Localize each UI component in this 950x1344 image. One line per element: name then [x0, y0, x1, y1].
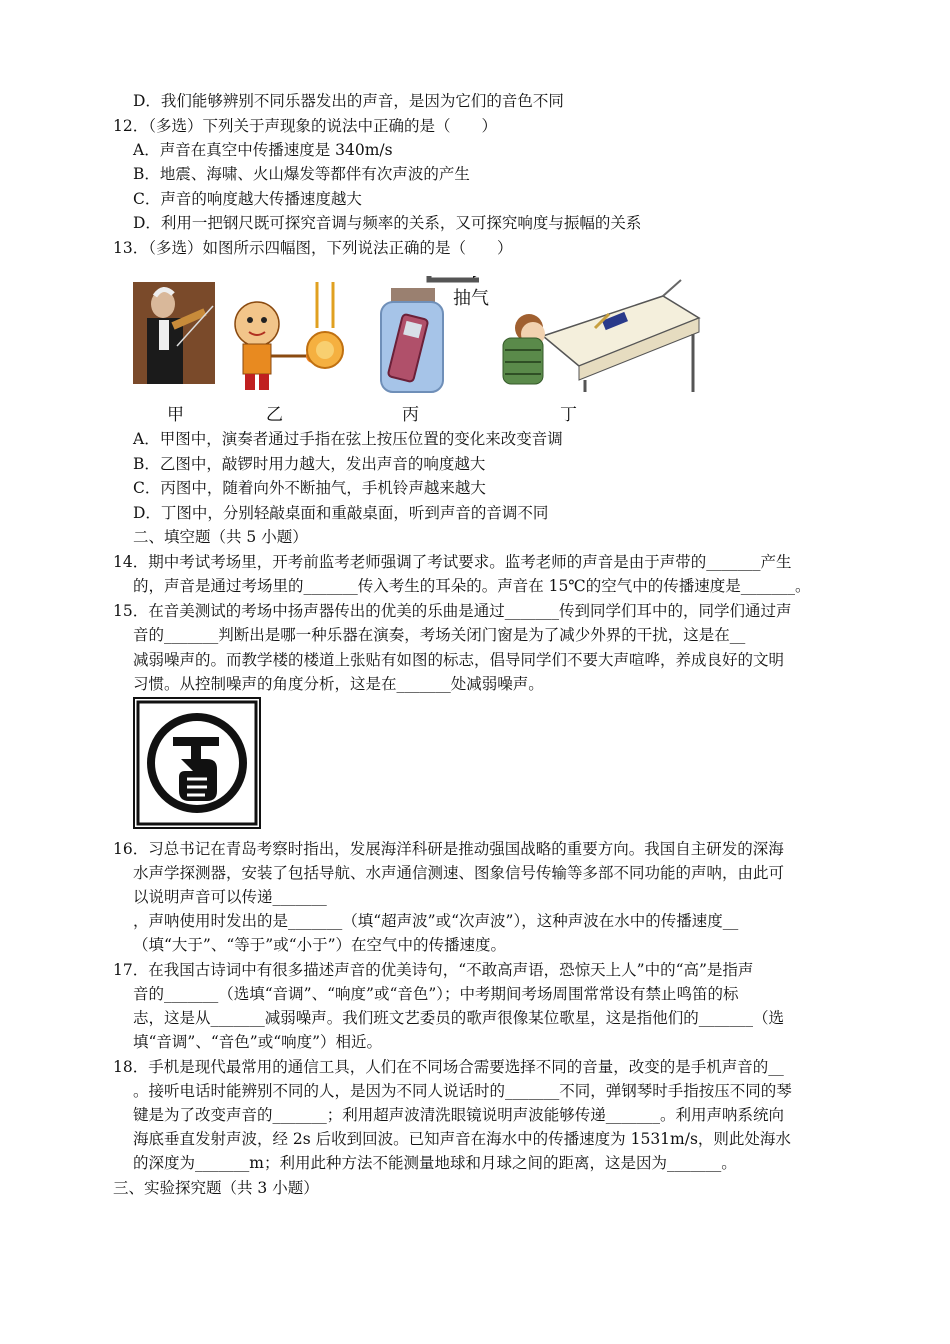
q16-line-4: ，声呐使用时发出的是_______（填“超声波”或“次声波”），这种声波在水中的传播速度__: [133, 912, 739, 930]
section-2-heading: 二、填空题（共 5 小题）: [133, 528, 308, 546]
q12-option-d: D．利用一把钢尺既可探究音调与频率的关系，又可探究响度与振幅的关系: [133, 214, 642, 232]
q17-line-4: 填“音调”、“音色”或“响度”）相近。: [133, 1033, 383, 1051]
q12-option-b: B．地震、海啸、火山爆发等都伴有次声波的产生: [133, 165, 470, 183]
bell-jar-image: [381, 276, 489, 392]
q13-option-c: C．丙图中，随着向外不断抽气，手机铃声越来越大: [133, 479, 486, 497]
q17-line-1: 17．在我国古诗词中有很多描述声音的优美诗句，“不敢高声语，恐惊天上人”中的“高”是指声: [113, 961, 754, 979]
q12-option-c: C．声音的响度越大传播速度越大: [133, 190, 362, 208]
q15-line-1: 15．在音美测试的考场中扬声器传出的优美的乐曲是通过_______传到同学们耳中的，同学们通过声: [113, 602, 792, 620]
q14-line-1: 14．期中考试考场里，开考前监考老师强调了考试要求。监考老师的声音是由于声带的_______产生: [113, 553, 792, 571]
q13-option-d: D．丁图中，分别轻敲桌面和重敲桌面，听到声音的音调不同: [133, 504, 549, 522]
q18-line-1: 18．手机是现代最常用的通信工具，人们在不同场合需要选择不同的音量，改变的是手机声音的__: [113, 1058, 784, 1076]
q18-line-2: 。接听电话时能辨别不同的人，是因为不同人说话时的_______不同，弹钢琴时手指按压不同的琴: [133, 1082, 792, 1100]
q18-line-4: 海底垂直发射声波，经 2s 后收到回波。已知声音在海水中的传播速度为 1531m/s，则此处海水: [133, 1130, 791, 1148]
q16-line-2: 水声学探测器，安装了包括导航、水声通信测速、图象信号传输等多部不同功能的声呐，由此可: [133, 864, 785, 882]
q15-line-3: 减弱噪声的。而教学楼的楼道上张贴有如图的标志，倡导同学们不要大声喧哗，养成良好的文明: [133, 651, 785, 669]
quiet-sign-image: [133, 697, 261, 829]
q13-stem: 13．（多选）如图所示四幅图，下列说法正确的是（ ）: [113, 239, 513, 257]
figure-label-bing: 丙: [402, 405, 419, 425]
section-3-heading: 三、实验探究题（共 3 小题）: [113, 1179, 319, 1197]
q11-option-d: D．我们能够辨别不同乐器发出的声音，是因为它们的音色不同: [133, 92, 564, 110]
q15-line-4: 习惯。从控制噪声的角度分析，这是在_______处减弱噪声。: [133, 675, 544, 693]
pump-label: 抽气: [453, 288, 489, 309]
q16-line-1: 16．习总书记在青岛考察时指出，发展海洋科研是推动强国战略的重要方向。我国自主研发的深海: [113, 840, 784, 858]
q15-line-2: 音的_______判断出是哪一种乐器在演奏，考场关闭门窗是为了减少外界的干扰，这是在__: [133, 626, 746, 644]
gong-boy-image: [235, 282, 343, 390]
q16-line-5: （填“大于”、“等于”或“小于”）在空气中的传播速度。: [133, 936, 507, 954]
q16-line-3: 以说明声音可以传递_______: [133, 888, 327, 906]
violinist-image: [133, 282, 215, 384]
q13-option-b: B．乙图中，敲锣时用力越大，发出声音的响度越大: [133, 455, 486, 473]
q18-line-3: 键是为了改变声音的_______；利用超声波清洗眼镜说明声波能够传递_______。利用声呐系统向: [133, 1106, 785, 1124]
q13-option-a: A．甲图中，演奏者通过手指在弦上按压位置的变化来改变音调: [133, 430, 563, 448]
q17-line-3: 志，这是从_______减弱噪声。我们班文艺委员的歌声很像某位歌星，这是指他们的_______（选: [133, 1009, 785, 1027]
q12-option-a: A．声音在真空中传播速度是 340m/s: [133, 141, 393, 159]
q14-line-2: 的，声音是通过考场里的_______传入考生的耳朵的。声音在 15℃的空气中的传播速度是_______。: [133, 577, 811, 595]
figure-label-yi: 乙: [266, 405, 283, 425]
q18-line-5: 的深度为_______m；利用此种方法不能测量地球和月球之间的距离，这是因为_______。: [133, 1154, 737, 1172]
figure-label-ding: 丁: [560, 405, 577, 425]
q17-line-2: 音的_______（选填“音调”、“响度”或“音色”）；中考期间考场周围常常设有禁止鸣笛的标: [133, 985, 739, 1003]
desk-student-image: [503, 280, 699, 392]
q12-stem: 12．（多选）下列关于声现象的说法中正确的是（ ）: [113, 117, 497, 135]
figure-label-jia: 甲: [167, 405, 184, 425]
